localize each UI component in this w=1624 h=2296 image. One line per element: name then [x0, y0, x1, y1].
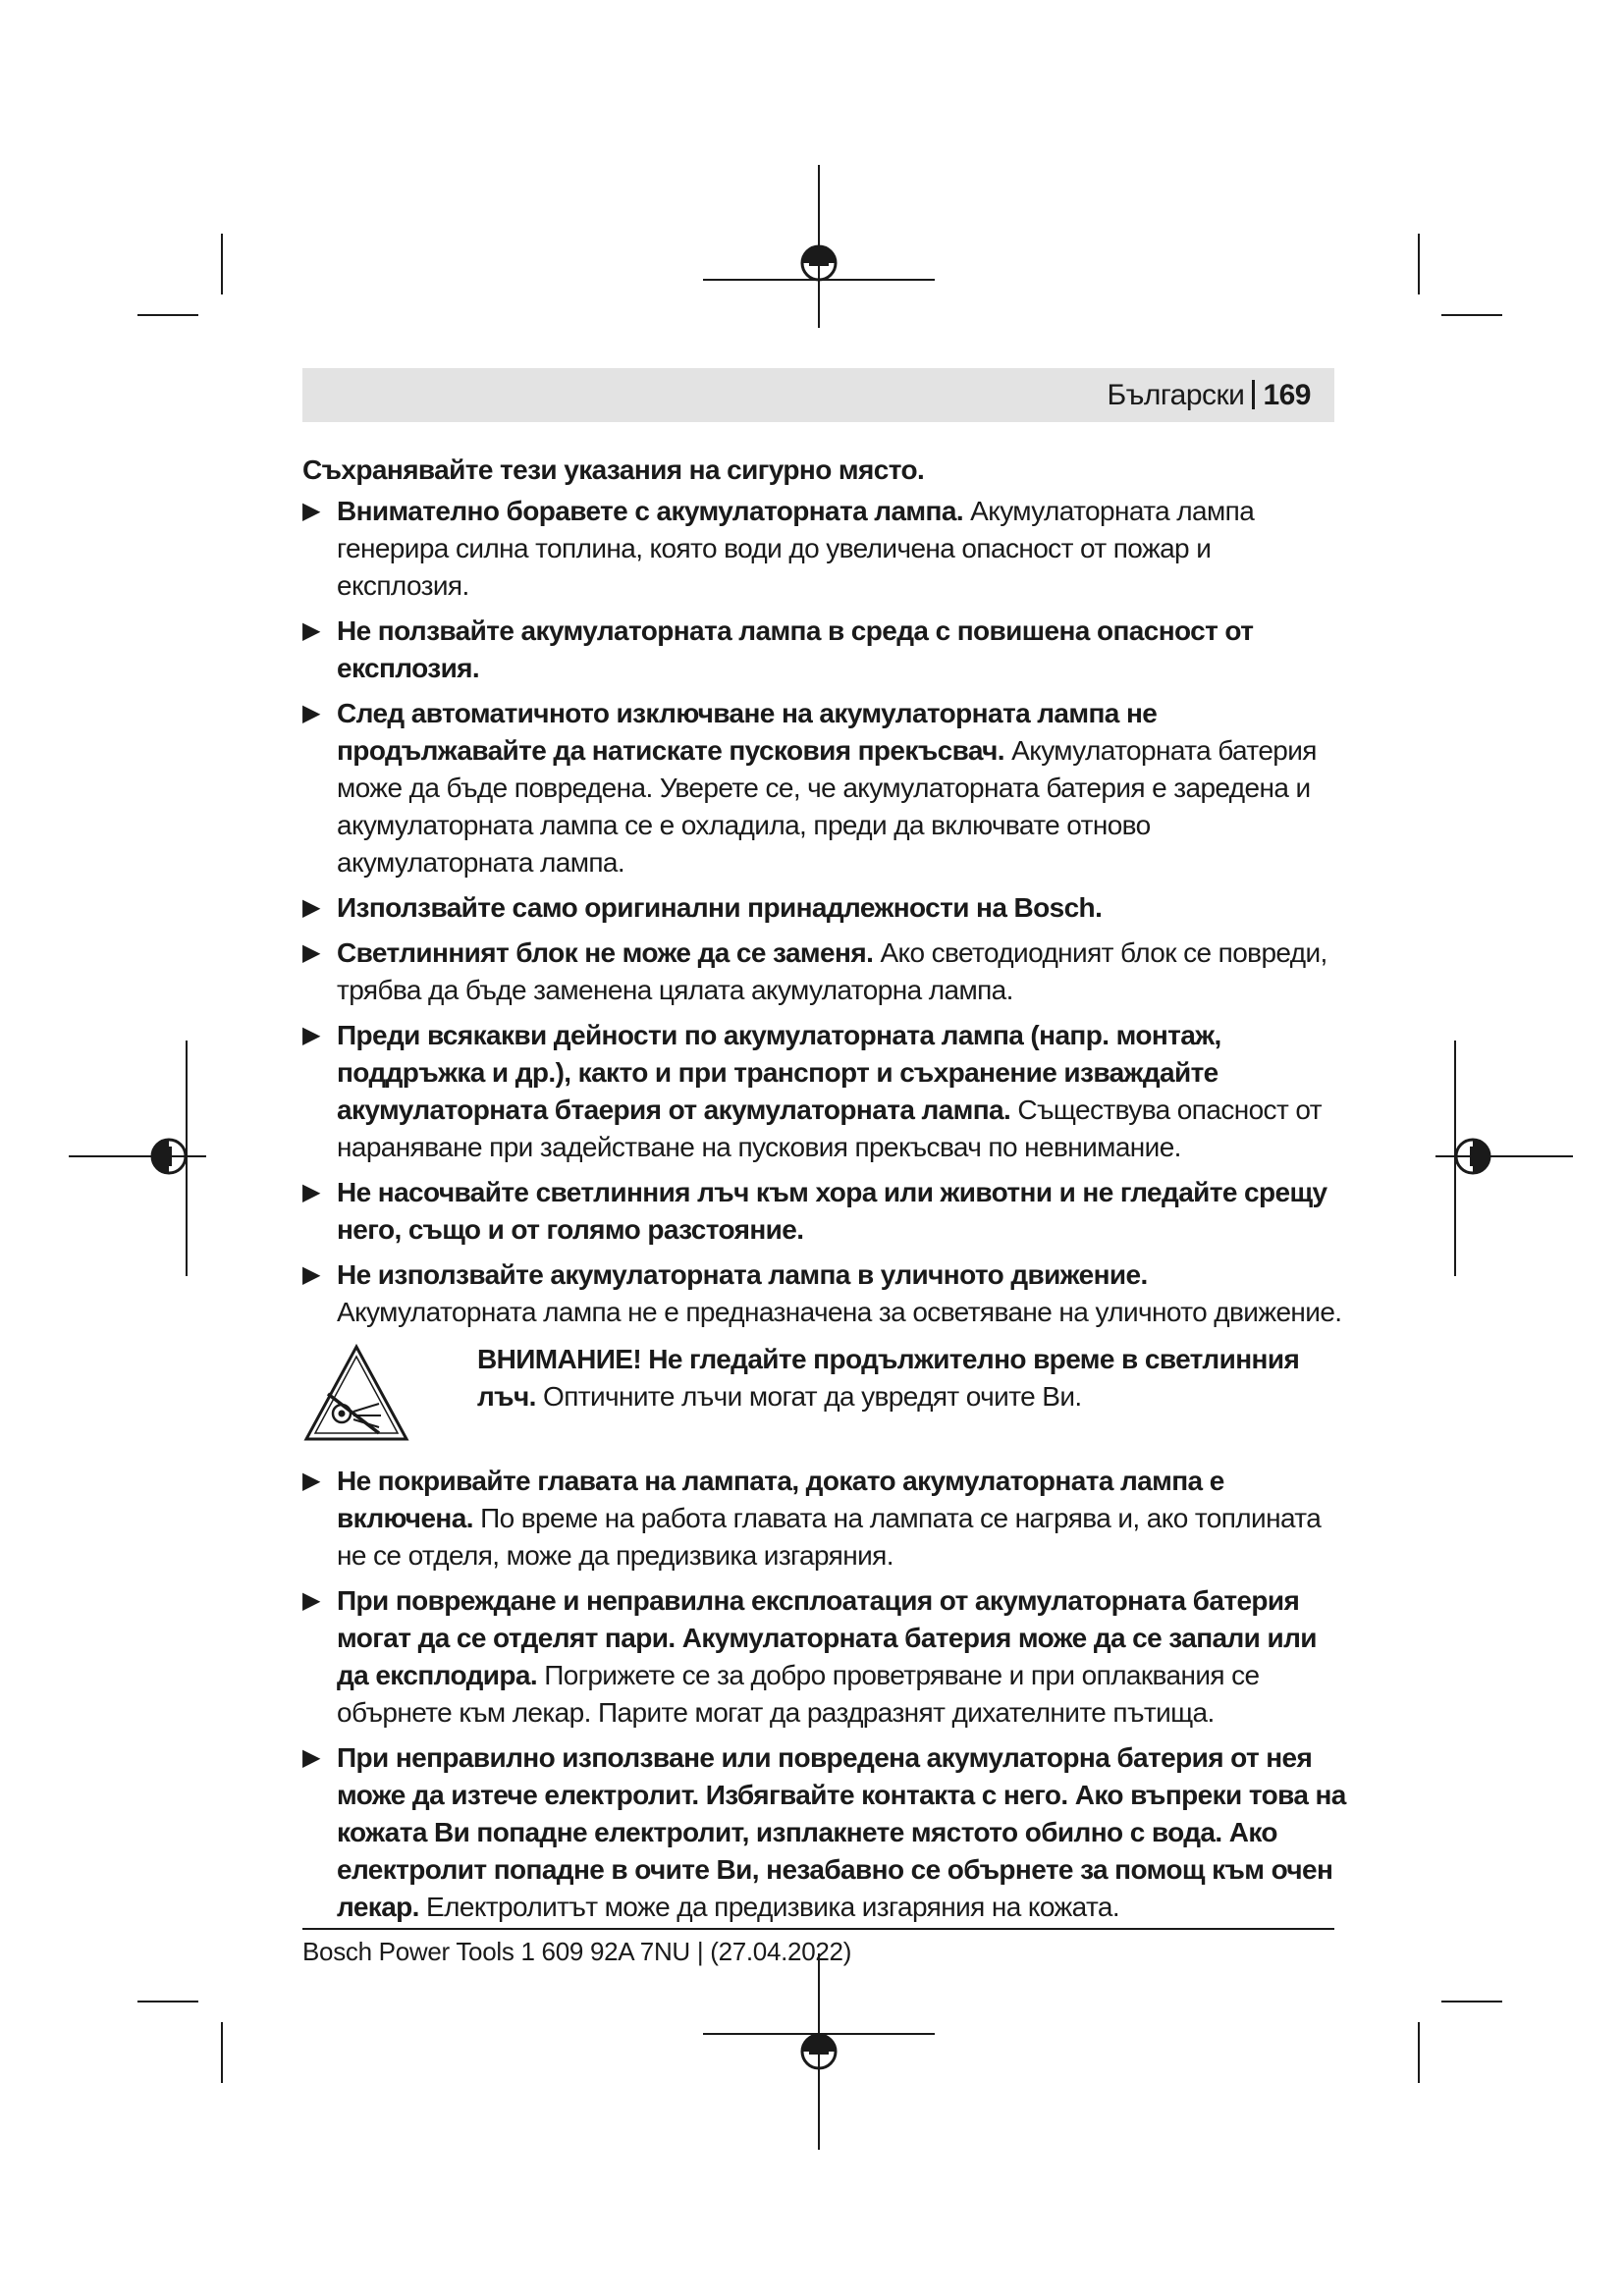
instruction-detail: Ако светодиодният блок се повреди, трябва да бъде заменена цялата акумулаторна лампа.	[337, 937, 1327, 1005]
list-item	[302, 889, 1347, 927]
list-item	[302, 493, 1347, 605]
bullet-arrow-icon: ▶	[302, 1022, 320, 1048]
header-language: Български	[1107, 379, 1245, 411]
list-item	[302, 1256, 1347, 1331]
registration-mark-left	[69, 1041, 206, 1276]
instruction-detail: Акумулаторната батерия може да бъде повредена. Уверете се, че акумулаторната батерия е заредена и акумулаторната лампа се е охладила, преди да включвате отново акумулаторната лампа.	[337, 735, 1317, 878]
bullet-arrow-icon: ▶	[302, 1261, 320, 1288]
crop-mark	[221, 2022, 223, 2083]
instruction-detail: Акумулаторната лампа генерира силна топлина, която води до увеличена опасност от пожар и експлозия.	[337, 496, 1255, 601]
crop-mark	[1441, 2001, 1502, 2002]
bullet-arrow-icon: ▶	[302, 894, 320, 921]
crop-mark	[137, 2001, 198, 2002]
page-number: 169	[1263, 379, 1311, 411]
page-header	[302, 368, 1334, 422]
bullet-arrow-icon: ▶	[302, 498, 320, 524]
instruction-bold: След автоматичното изключване на акумулаторната лампа не продължавайте да натискате пусковия прекъсвач.	[337, 698, 1158, 766]
instruction-bold: Не покривайте главата на лампата, докато акумулаторната лампа е включена.	[337, 1466, 1224, 1533]
list-item	[302, 934, 1347, 1009]
instruction-bold: Преди всякакви дейности по акумулаторната лампа (напр. монтаж, поддръжка и др.), както и при транспорт и съхранение изваждайте акумулаторната бтаерия от акумулаторната лампа.	[337, 1020, 1221, 1125]
safety-instructions	[302, 452, 1347, 1934]
crop-mark	[1441, 314, 1502, 316]
warning-text	[477, 1341, 1322, 1415]
instruction-detail: Акумулаторната лампа не е предназначена за осветяване на уличното движение.	[337, 1297, 1342, 1327]
crop-mark	[137, 314, 198, 316]
list-item	[302, 1017, 1347, 1166]
bullet-arrow-icon: ▶	[302, 1468, 320, 1494]
list-item	[302, 1582, 1347, 1732]
instruction-bold: Не насочвайте светлинния лъч към хора или животни и не гледайте срещу него, също и от голямо разстояние.	[337, 1177, 1327, 1245]
instruction-detail: По време на работа главата на лампата се нагрява и, ако топлината не се отделя, може да предизвика изгаряния.	[337, 1503, 1322, 1571]
instruction-bold: Не ползвайте акумулаторната лампа в среда с повишена опасност от експлозия.	[337, 615, 1254, 683]
list-item	[302, 695, 1347, 881]
warning-bold: ВНИМАНИЕ! Не гледайте продължително време в светлинния лъч.	[477, 1344, 1300, 1412]
instruction-list	[302, 1463, 1347, 1926]
instruction-detail: Погрижете се за добро проветряване и при оплаквания се обърнете към лекар. Парите могат да раздразнят дихателните пътища.	[337, 1660, 1260, 1728]
instruction-detail: Съществува опасност от нараняване при задействане на пусковия прекъсвач по невнимание.	[337, 1095, 1322, 1162]
registration-mark-top	[703, 165, 935, 328]
bullet-arrow-icon: ▶	[302, 939, 320, 966]
header-text	[1107, 378, 1311, 413]
header-separator	[1252, 380, 1255, 409]
page-footer: Bosch Power Tools 1 609 92A 7NU | (27.04.2022)	[302, 1937, 852, 1966]
crop-mark	[1418, 2022, 1420, 2083]
no-staring-into-beam-warning-icon	[302, 1343, 410, 1445]
list-item	[302, 1739, 1347, 1926]
warning-rest: Оптичните лъчи могат да увредят очите Ви.	[535, 1381, 1082, 1412]
bullet-arrow-icon: ▶	[302, 700, 320, 726]
list-item	[302, 1463, 1347, 1575]
crop-mark	[221, 234, 223, 294]
instruction-bold: Внимателно боравете с акумулаторната лампа.	[337, 496, 963, 526]
instruction-bold: Използвайте само оригинални принадлежности на Bosch.	[337, 892, 1103, 923]
warning-block	[302, 1341, 1347, 1451]
bullet-arrow-icon: ▶	[302, 1744, 320, 1771]
list-item	[302, 613, 1347, 687]
footer-rule	[302, 1928, 1334, 1930]
bullet-arrow-icon: ▶	[302, 617, 320, 644]
instruction-bold: При повреждане и неправилна експлоатация от акумулаторната батерия могат да се отделят пари. Акумулаторната батерия може да се запали или да експлодира.	[337, 1585, 1317, 1690]
crop-mark	[1418, 234, 1420, 294]
bullet-arrow-icon: ▶	[302, 1587, 320, 1614]
registration-mark-bottom	[703, 1953, 935, 2150]
instruction-bold: Светлинният блок не може да се заменя.	[337, 937, 874, 968]
instruction-detail: Електролитът може да предизвика изгаряния на кожата.	[418, 1892, 1120, 1922]
list-item	[302, 1174, 1347, 1249]
instruction-bold: Не използвайте акумулаторната лампа в уличното движение.	[337, 1259, 1148, 1290]
intro-heading: Съхранявайте тези указания на сигурно място.	[302, 454, 925, 485]
instruction-list	[302, 493, 1347, 1331]
registration-mark-right	[1435, 1041, 1573, 1276]
bullet-arrow-icon: ▶	[302, 1179, 320, 1205]
instruction-bold: При неправилно използване или повредена акумулаторна батерия от нея може да изтече електролит. Избягвайте контакта с него. Ако въпреки това на кожата Ви попадне електролит, изплакнете мястото обилно с вода. Ако електролит попадне в очите Ви, незабавно се обърнете за помощ към очен лекар.	[337, 1742, 1346, 1922]
